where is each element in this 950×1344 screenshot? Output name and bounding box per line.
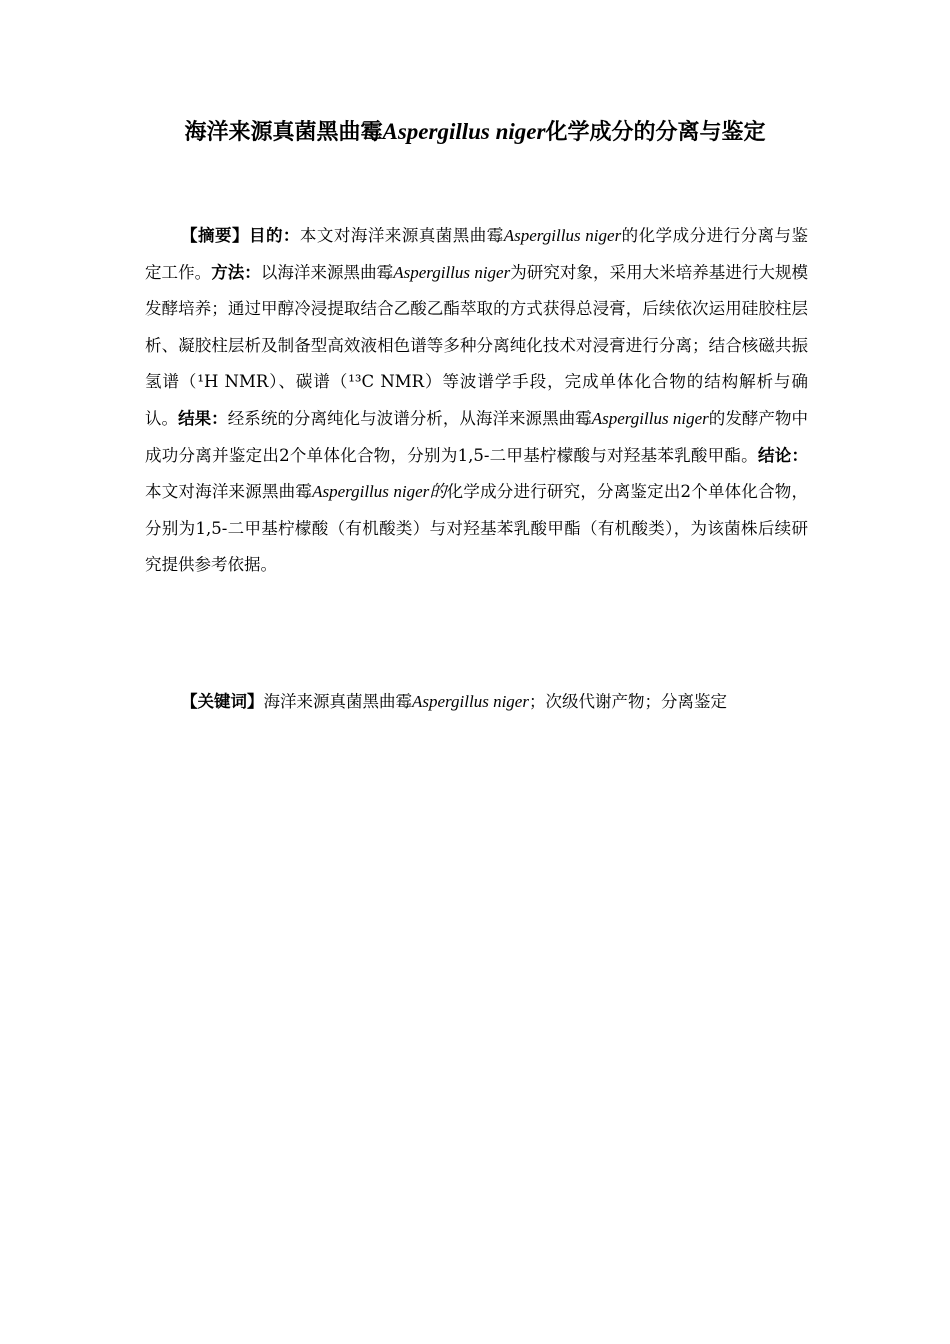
objective-text-1: 本文对海洋来源真菌黑曲霉 xyxy=(299,226,504,245)
conclusion-text-1: 本文对海洋来源黑曲霉 xyxy=(145,482,313,502)
keywords-rest: ；次级代谢产物；分离鉴定 xyxy=(528,692,727,711)
objective-text-2: 的化学成分进行分离与鉴定工作。 xyxy=(145,226,809,282)
title-part-2: 化学成分的分离与鉴定 xyxy=(545,120,766,145)
keyword-1-prefix: 海洋来源真菌黑曲霉 xyxy=(263,692,412,711)
objective-label: 目的： xyxy=(248,226,300,245)
method-text-2: 为研究对象，采用大米培养基进行大规模发酵培养；通过甲醇冷浸提取结合乙酸乙酯萃取的方式获得总浸膏，后续依次运用硅胶柱层析、凝胶柱层析及制备型高效液相色谱等多种分离纯化技术对浸膏进行分离；结合核磁共振氢谱（¹H NMR）、碳谱（¹³C NMR）等波谱学手段，完成单体化合物的结构解析与确认。 xyxy=(145,262,809,428)
abstract-paragraph xyxy=(145,218,808,584)
conclusion-text-2: 化学成分进行研究，分离鉴定出2个单体化合物，分别为1,5-二甲基柠檬酸（有机酸类）与对羟基苯乳酸甲酯（有机酸类），为该菌株后续研究提供参考依据。 xyxy=(145,482,809,575)
keywords-label: 【关键词】 xyxy=(181,692,264,711)
result-label: 结果： xyxy=(178,408,228,428)
paper-title xyxy=(100,116,850,149)
latin-name-1: Aspergillus niger xyxy=(503,226,622,245)
latin-name-3: Aspergillus niger xyxy=(591,408,709,428)
method-text-1: 以海洋来源黑曲霉 xyxy=(260,262,394,282)
latin-name-4: Aspergillus niger的 xyxy=(312,482,447,502)
title-latin-name: Aspergillus niger xyxy=(382,119,546,144)
abstract-label: 【摘要】 xyxy=(181,226,249,245)
keyword-1-latin: Aspergillus niger xyxy=(412,692,529,711)
keywords-line xyxy=(145,684,808,720)
result-text-1: 经系统的分离纯化与波谱分析，从海洋来源黑曲霉 xyxy=(227,408,592,428)
result-text-2: 的发酵产物中成功分离并鉴定出2个单体化合物，分别为1,5-二甲基柠檬酸与对羟基苯乳酸甲酯。 xyxy=(145,408,809,465)
conclusion-label: 结论： xyxy=(757,445,808,465)
title-part-1: 海洋来源真菌黑曲霉 xyxy=(184,120,383,145)
latin-name-2: Aspergillus niger xyxy=(393,262,511,282)
method-label: 方法： xyxy=(211,262,261,282)
